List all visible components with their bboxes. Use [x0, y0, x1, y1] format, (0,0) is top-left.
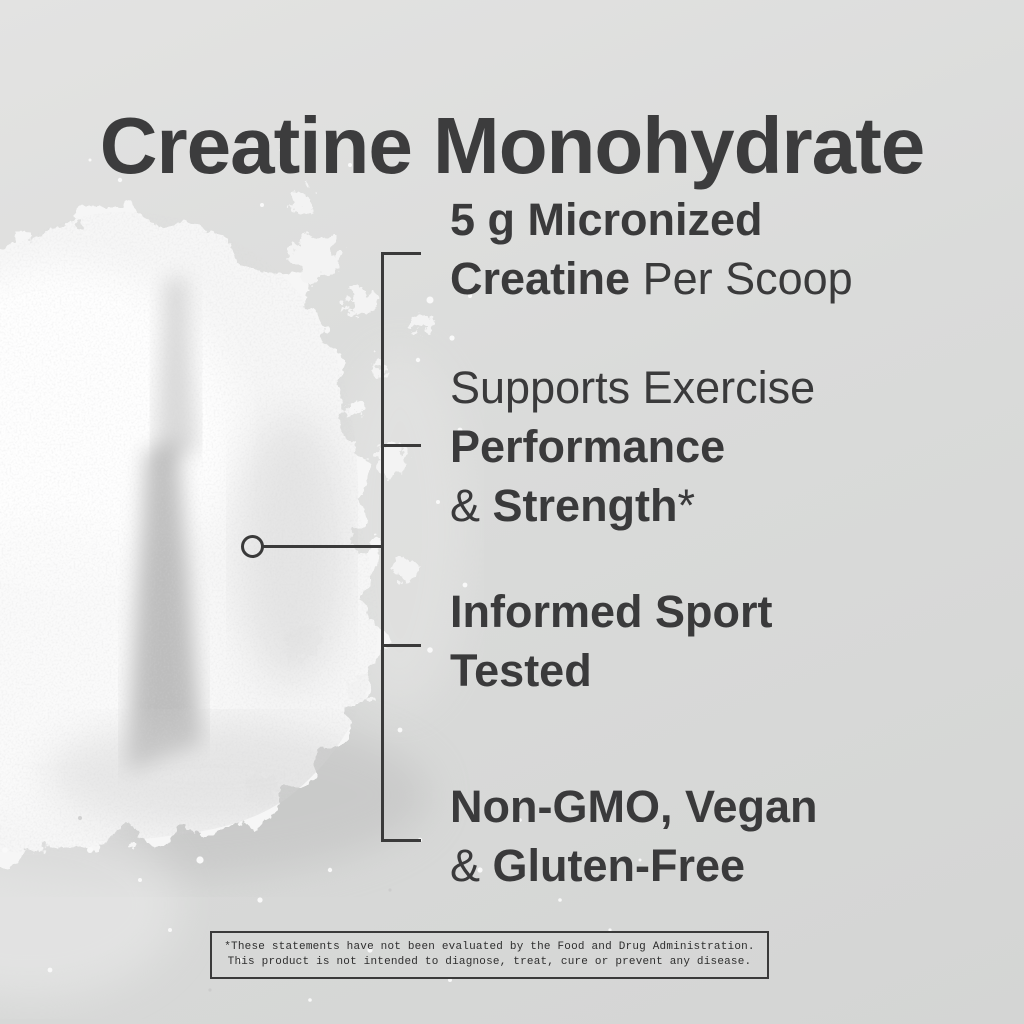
- callout-tick-4: [381, 839, 421, 842]
- disclaimer-line-1: *These statements have not been evaluated by the Food and Drug Administration.: [224, 941, 755, 953]
- feature-dietary-claims: [450, 777, 1010, 895]
- feature-line: & Strength*: [450, 480, 696, 531]
- feature-dose-per-scoop: [450, 190, 1010, 308]
- callout-tick-1: [381, 252, 421, 255]
- disclaimer-line-2: This product is not intended to diagnose, treat, cure or prevent any disease.: [227, 956, 752, 968]
- callout-tick-2: [381, 444, 421, 447]
- feature-line: Performance: [450, 421, 726, 472]
- feature-line: Informed Sport: [450, 586, 773, 637]
- fda-disclaimer-box: [210, 931, 769, 979]
- callout-connector-line: [262, 545, 382, 548]
- feature-line: Non-GMO, Vegan: [450, 781, 818, 832]
- feature-line: Creatine Per Scoop: [450, 253, 853, 304]
- feature-informed-sport: [450, 582, 1010, 700]
- callout-anchor-circle: [241, 535, 264, 558]
- feature-line: Tested: [450, 645, 592, 696]
- feature-performance-strength: [450, 358, 1010, 535]
- feature-line: Supports Exercise: [450, 362, 816, 413]
- feature-line: 5 g Micronized: [450, 194, 763, 245]
- feature-line: & Gluten-Free: [450, 840, 746, 891]
- page-title: Creatine Monohydrate: [99, 100, 925, 190]
- callout-tick-3: [381, 644, 421, 647]
